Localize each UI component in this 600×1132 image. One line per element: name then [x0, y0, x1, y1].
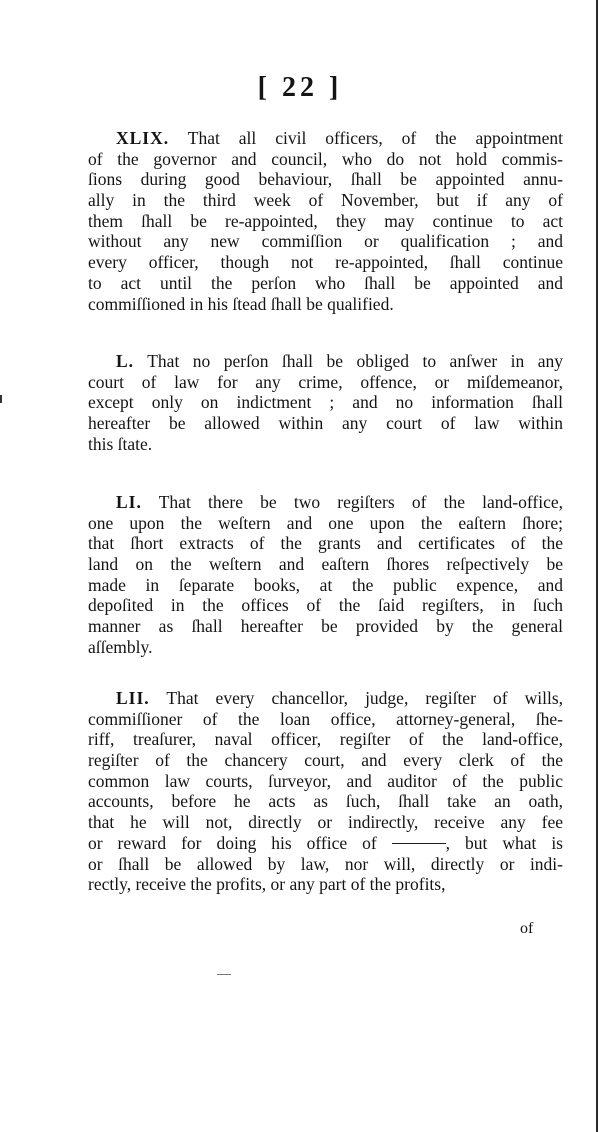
line-text: court of law for any crime, offence, or miſdemeanor, — [88, 371, 563, 392]
line-text: That every chancellor, judge, regiſter of wills, — [166, 688, 563, 708]
line-text: common law courts, ſurveyor, and auditor of the public — [88, 770, 563, 791]
text-line — [88, 709, 563, 730]
line-text: ſions during good behaviour, ſhall be appointed annu- — [88, 169, 563, 190]
text-line — [88, 128, 563, 149]
article-l — [88, 351, 563, 454]
line-text: commiſſioned in his ſtead ſhall be qualified. — [88, 293, 394, 314]
line-text: That there be two regiſters of the land-office, — [158, 492, 563, 512]
line-text: ally in the third week of November, but if any of — [88, 190, 563, 211]
text-line — [88, 513, 563, 534]
line-text: rectly, receive the profits, or any part of the profits, — [88, 874, 446, 895]
line-text: to act until the perſon who ſhall be appointed and — [88, 272, 563, 293]
text-line — [88, 190, 563, 211]
text-line — [88, 688, 563, 709]
footer-mark — [217, 974, 231, 975]
line-text: of the governor and council, who do not hold commis- — [88, 148, 563, 169]
text-line — [88, 372, 563, 393]
text-line — [88, 533, 563, 554]
article-lii — [88, 688, 563, 895]
line-text: commiſſioner of the loan office, attorney-general, ſhe- — [88, 708, 563, 729]
page-number: [ 22 ] — [257, 72, 343, 103]
text-line — [88, 231, 563, 252]
line-text: aſſembly. — [88, 636, 153, 657]
line-text: depoſited in the offices of the ſaid regiſters, in ſuch — [88, 595, 563, 616]
line-text: manner as ſhall hereafter be provided by the general — [88, 616, 563, 637]
text-line — [88, 434, 563, 455]
text-line — [88, 812, 563, 833]
blank-fill-line — [392, 843, 446, 844]
line-text: without any new commiſſion or qualification ; and — [88, 231, 563, 252]
text-line — [88, 595, 563, 616]
text-line — [88, 413, 563, 434]
line-text: made in ſeparate books, at the public expence, and — [88, 574, 563, 595]
line-text: that he will not, directly or indirectly, receive any fee — [88, 812, 563, 833]
article-number: LII. — [116, 688, 150, 708]
text-line — [88, 492, 563, 513]
text-line — [88, 252, 563, 273]
text-line — [88, 149, 563, 170]
line-text: them ſhall be re-appointed, they may continue to act — [88, 210, 563, 231]
article-number: L. — [116, 351, 135, 371]
text-line — [88, 575, 563, 596]
line-text: except only on indictment ; and no information ſhall — [88, 392, 563, 413]
article-xlix — [88, 128, 563, 314]
line-text: this ſtate. — [88, 433, 153, 454]
text-line — [88, 351, 563, 372]
text-line — [88, 616, 563, 637]
line-text-tail: , but what is — [445, 832, 563, 853]
text-line — [88, 833, 563, 854]
line-text: riff, treaſurer, naval officer, regiſter of the land-office, — [88, 729, 563, 750]
line-text: that ſhort extracts of the grants and certificates of the — [88, 533, 563, 554]
margin-mark — [0, 395, 2, 403]
line-text: or ſhall be allowed by law, nor will, directly or indi- — [88, 853, 563, 874]
text-line — [88, 392, 563, 413]
text-line — [88, 554, 563, 575]
line-text: or reward for doing his office of — [88, 832, 377, 853]
line-text: regiſter of the chancery court, and every clerk of the — [88, 750, 563, 771]
line-text: land on the weſtern and eaſtern ſhores reſpectively be — [88, 554, 563, 575]
line-text: That no perſon ſhall be obliged to anſwer in any — [147, 351, 563, 371]
text-line — [88, 771, 563, 792]
line-text: That all civil officers, of the appointment — [187, 128, 563, 148]
text-line — [88, 273, 563, 294]
text-line — [88, 874, 563, 895]
text-line — [88, 854, 563, 875]
catchword: of — [520, 920, 534, 937]
line-text: every officer, though not re-appointed, ſhall continue — [88, 252, 563, 273]
text-line — [88, 169, 563, 190]
text-line — [88, 637, 563, 658]
line-text: hereafter be allowed within any court of law within — [88, 413, 563, 434]
text-line — [88, 294, 563, 315]
article-number: LI. — [116, 492, 142, 512]
text-line — [88, 750, 563, 771]
line-text: one upon the weſtern and one upon the eaſtern ſhore; — [88, 512, 563, 533]
text-line — [88, 729, 563, 750]
line-text: accounts, before he acts as ſuch, ſhall take an oath, — [88, 791, 563, 812]
text-line — [88, 211, 563, 232]
text-line — [88, 791, 563, 812]
article-li — [88, 492, 563, 658]
page-edge — [596, 0, 598, 1132]
article-number: XLIX. — [116, 128, 170, 148]
